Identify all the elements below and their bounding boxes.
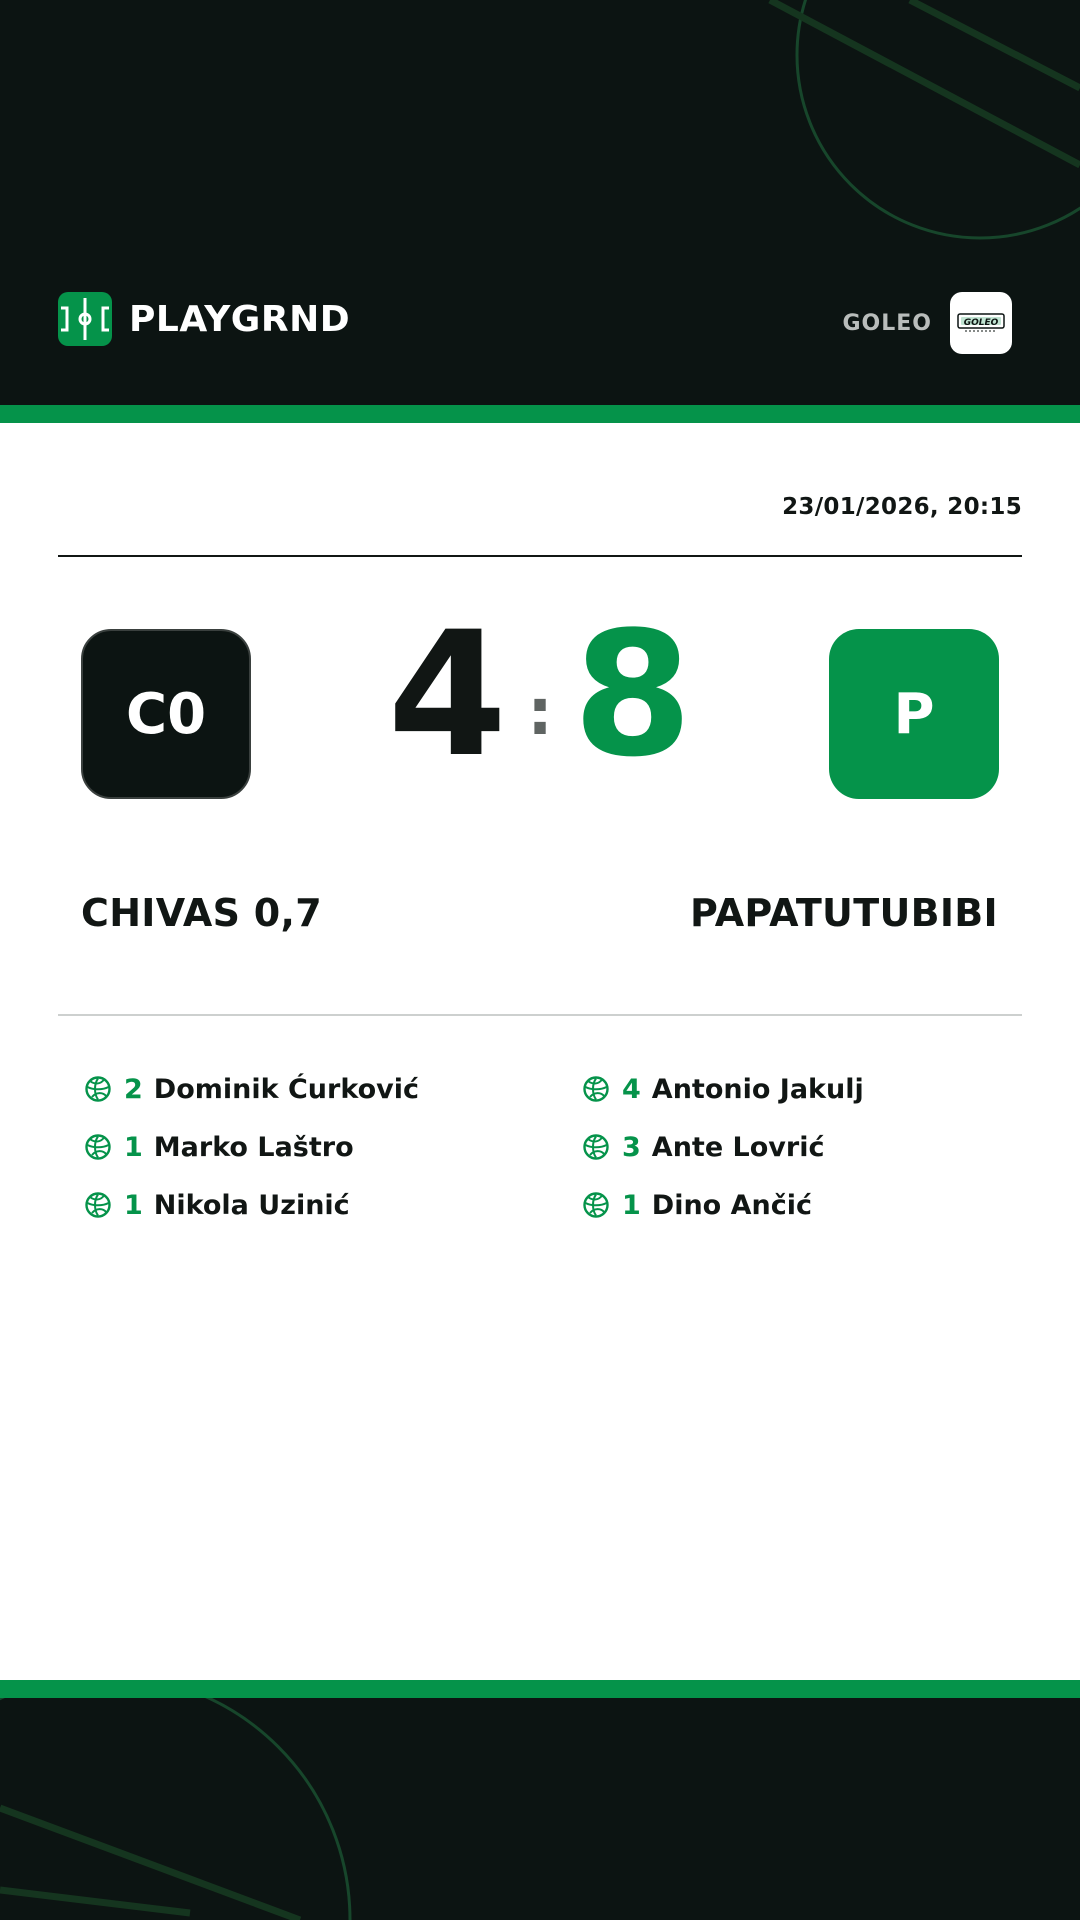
pitch-decoration	[0, 1698, 1080, 1920]
footer-accent-stripe	[0, 1680, 1080, 1698]
soccer-ball-icon	[582, 1191, 610, 1219]
partner-name: GOLEO	[842, 310, 932, 336]
scorer-item	[84, 1060, 419, 1118]
divider	[58, 1014, 1022, 1016]
away-score: 8	[572, 594, 693, 795]
scorer-item	[582, 1176, 864, 1234]
away-scorers-list	[582, 1060, 864, 1234]
player-name: Dino Ančić	[651, 1189, 813, 1221]
away-team-badge: P	[829, 629, 999, 799]
footer-band	[0, 1698, 1080, 1920]
soccer-ball-icon	[84, 1133, 112, 1161]
brand-name: PLAYGRND	[129, 298, 351, 340]
soccer-ball-icon	[582, 1075, 610, 1103]
away-team-name: PAPATUTUBIBI	[690, 891, 998, 935]
player-name: Nikola Uzinić	[153, 1189, 350, 1221]
football-pitch-icon	[58, 292, 112, 346]
soccer-ball-icon	[582, 1133, 610, 1161]
goal-count: 4	[622, 1073, 641, 1105]
soccer-ball-icon	[84, 1075, 112, 1103]
partner-logo-text: GOLEO	[963, 318, 999, 328]
goal-count: 1	[124, 1131, 143, 1163]
home-team-badge: C0	[81, 629, 251, 799]
home-team-name: CHIVAS 0,7	[81, 891, 322, 935]
brand[interactable]	[58, 292, 350, 346]
header-accent-stripe	[0, 405, 1080, 423]
soccer-ball-icon	[84, 1191, 112, 1219]
player-name: Ante Lovrić	[651, 1131, 825, 1163]
scorer-item	[582, 1118, 864, 1176]
score-separator: :	[527, 676, 553, 750]
scorer-item	[84, 1176, 419, 1234]
partner-logo	[950, 292, 1012, 354]
goal-count: 3	[622, 1131, 641, 1163]
goal-count: 1	[622, 1189, 641, 1221]
goal-count: 2	[124, 1073, 143, 1105]
partner[interactable]	[842, 292, 1012, 354]
header-band	[0, 0, 1080, 405]
player-name: Marko Laštro	[153, 1131, 354, 1163]
home-scorers-list	[84, 1060, 419, 1234]
scorer-item	[582, 1060, 864, 1118]
divider	[58, 555, 1022, 557]
home-score: 4	[387, 594, 508, 795]
goal-count: 1	[124, 1189, 143, 1221]
player-name: Dominik Ćurković	[153, 1073, 419, 1105]
scorer-item	[84, 1118, 419, 1176]
player-name: Antonio Jakulj	[651, 1073, 864, 1105]
match-datetime: 23/01/2026, 20:15	[782, 494, 1022, 520]
